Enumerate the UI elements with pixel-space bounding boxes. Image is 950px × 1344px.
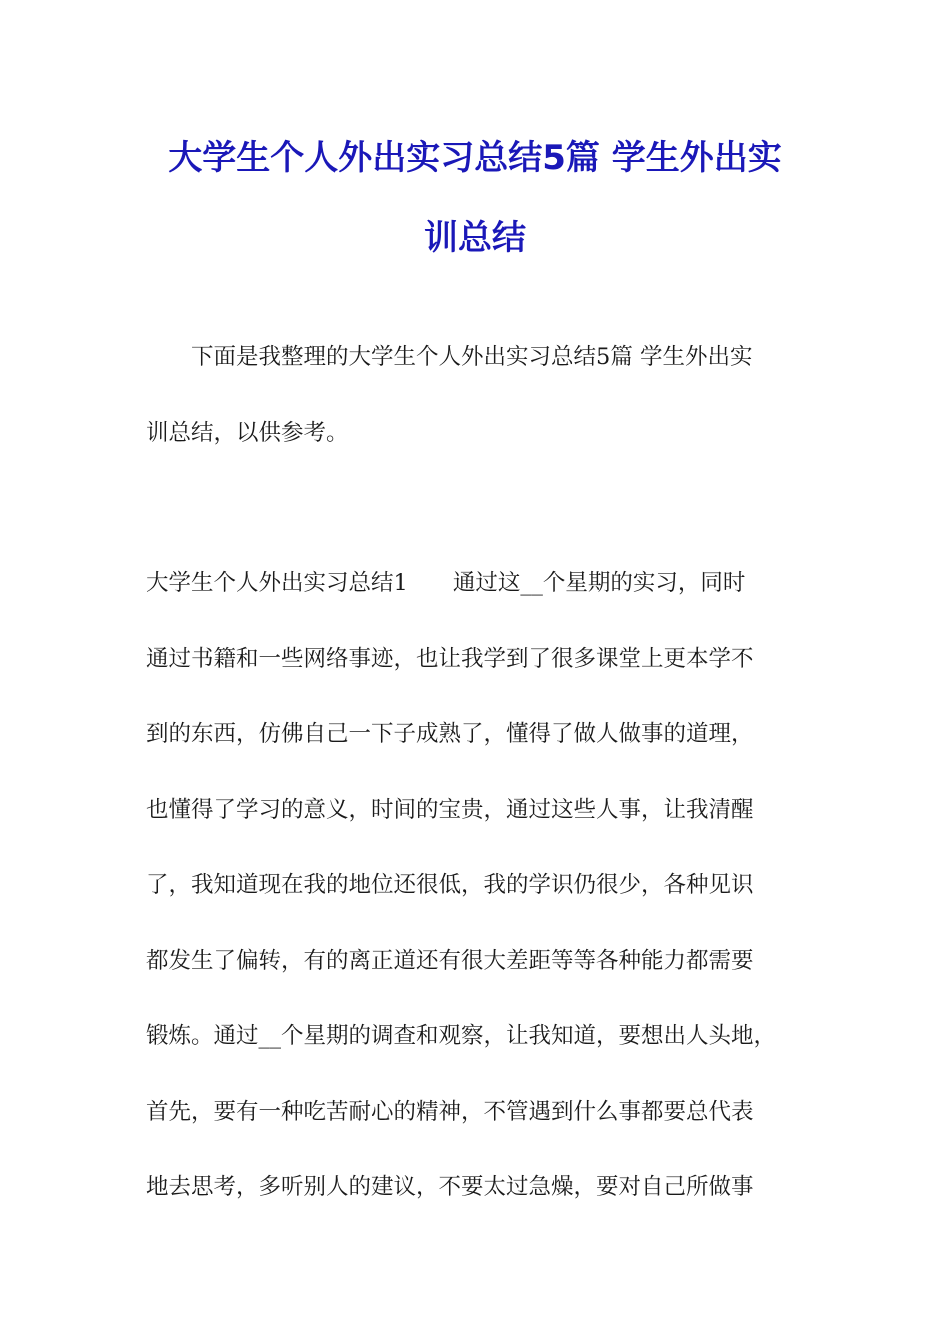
section-1-line: 都发生了偏转，有的离正道还有很大差距等等各种能力都需要: [146, 947, 754, 974]
section-1-line: 也懂得了学习的意义，时间的宝贵，通过这些人事，让我清醒: [146, 796, 754, 823]
section-1-line: 首先，要有一种吃苦耐心的精神，不管遇到什么事都要总代表: [146, 1098, 754, 1125]
section-1-line: 锻炼。通过__个星期的调查和观察，让我知道，要想出人头地，: [146, 1023, 777, 1049]
intro-line: 训总结，以供参考。: [146, 419, 349, 446]
title-line-2: 训总结: [424, 218, 526, 258]
section-1-line: 到的东西，仿佛自己一下子成熟了，懂得了做人做事的道理，: [146, 721, 754, 747]
title-line-1: 大学生个人外出实习总结5篇 学生外出实: [168, 138, 782, 178]
intro-line: 下面是我整理的大学生个人外出实习总结5篇 学生外出实: [191, 344, 753, 370]
section-1-line: 大学生个人外出实习总结1 通过这__个星期的实习，同时: [146, 570, 746, 596]
section-1-line: 了，我知道现在我的地位还很低，我的学识仍很少，各种见识: [146, 872, 754, 898]
intro-paragraph: [146, 320, 816, 471]
document-title: [100, 118, 850, 278]
section-1-line: 地去思考，多听别人的建议，不要太过急燥，要对自己所做事: [146, 1174, 754, 1200]
section-1-paragraph: [146, 546, 816, 1226]
section-1-line: 通过书籍和一些网络事迹，也让我学到了很多课堂上更本学不: [146, 645, 754, 672]
